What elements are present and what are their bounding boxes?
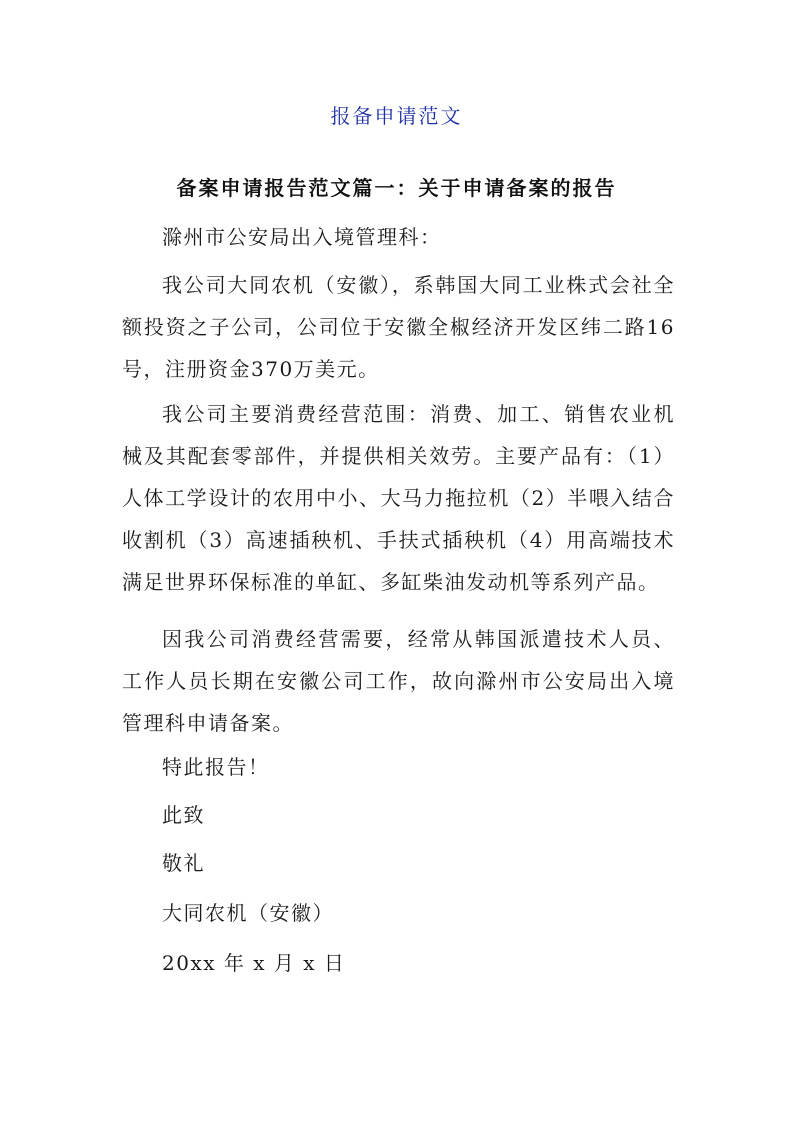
date-line: 20xx 年 x 月 x 日 [162, 951, 346, 975]
regards-line-2: 敬礼 [162, 851, 205, 875]
paragraph-request-reason: 因我公司消费经营需要，经常从韩国派遣技术人员、工作人员长期在安徽公司工作，故向滁州市公安局出入境管理科申请备案。 [122, 627, 675, 735]
document-subtitle: 备案申请报告范文篇一：关于申请备案的报告 [176, 176, 617, 200]
closing-line: 特此报告！ [162, 755, 270, 779]
paragraph-business-scope: 我公司主要消费经营范围：消费、加工、销售农业机械及其配套零部件，并提供相关效劳。主要产品有：（1）人体工学设计的农用中小、大马力拖拉机（2）半喂入结合收割机（3）高速插秧机、手扶式插秧机（4）用高端技术满足世界环保标准的单缸、多缸柴油发动机等系列产品。 [122, 402, 675, 594]
document-title: 报备申请范文 [330, 104, 463, 128]
salutation: 滁州市公安局出入境管理科： [162, 225, 442, 249]
signature: 大同农机（安徽） [162, 901, 334, 925]
paragraph-company-intro: 我公司大同农机（安徽），系韩国大同工业株式会社全额投资之子公司，公司位于安徽全椒经济开发区纬二路16号，注册资金370万美元。 [122, 273, 675, 381]
regards-line-1: 此致 [162, 803, 205, 827]
